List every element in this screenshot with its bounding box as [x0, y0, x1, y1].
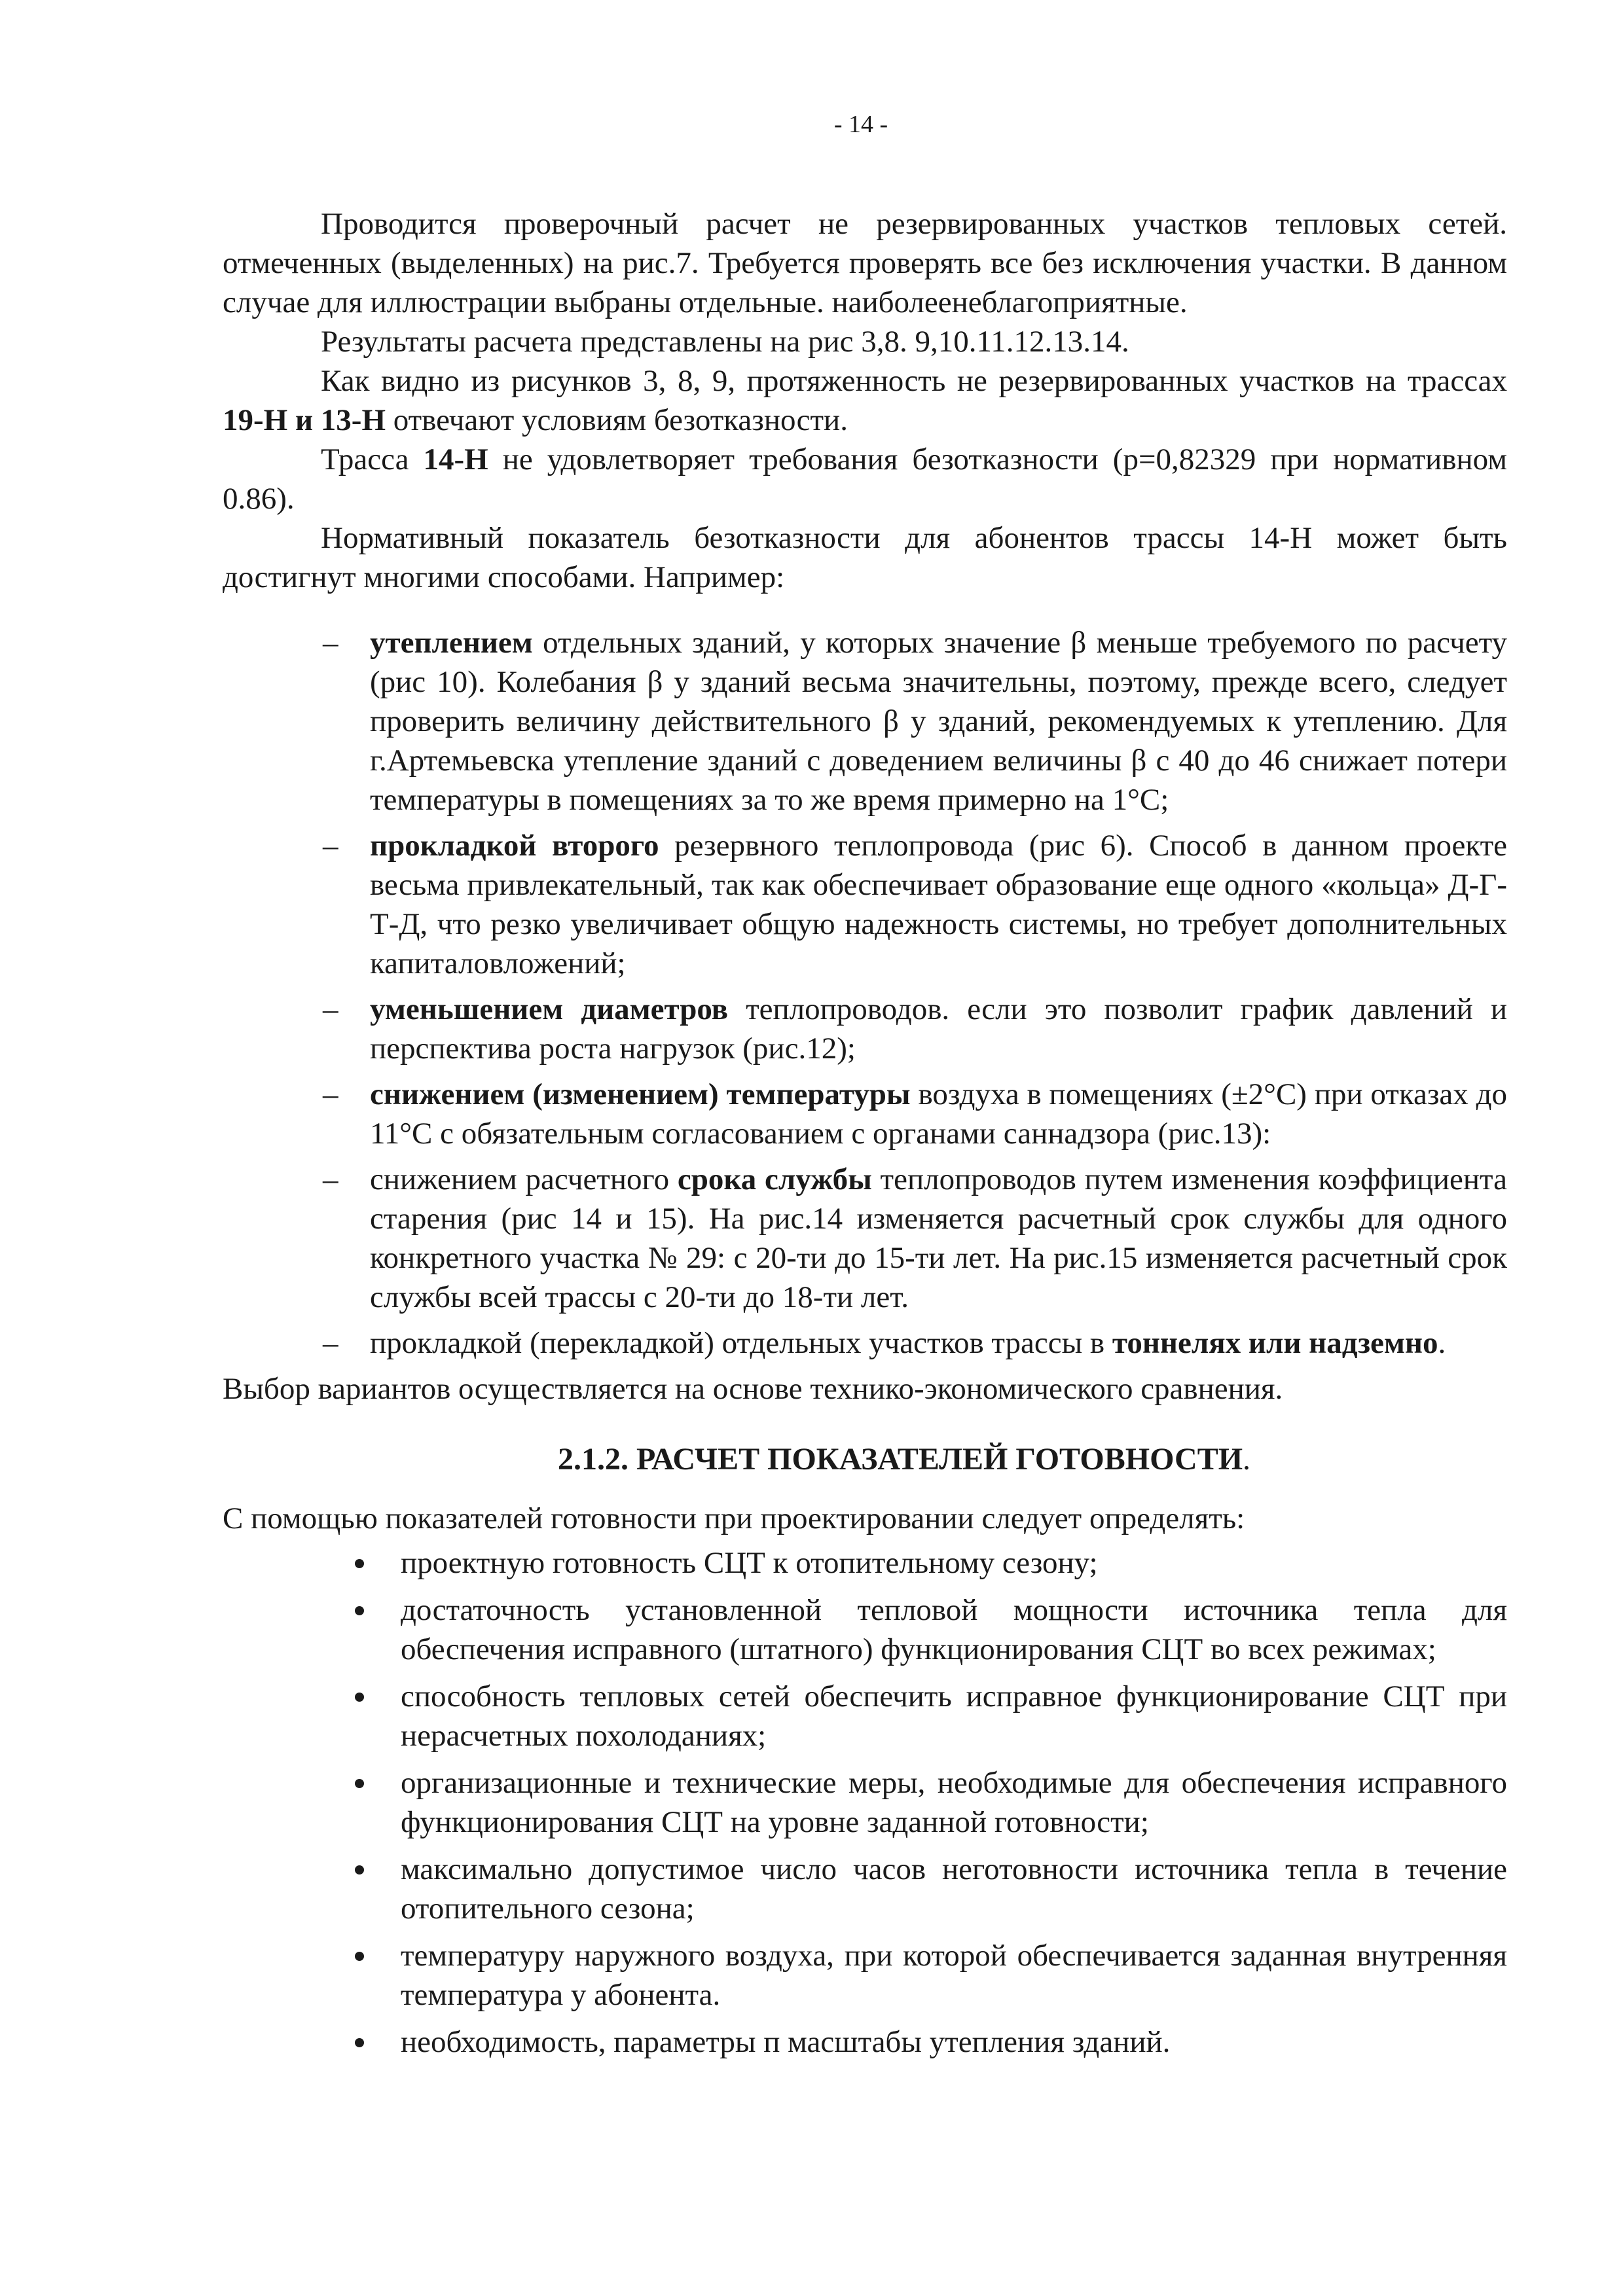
- page-content: [223, 204, 1507, 2070]
- routes-bold: 19-Н и 13-Н: [223, 403, 386, 437]
- list-item-text-a: прокладкой (перекладкой) отдельных участков трассы в: [370, 1326, 1112, 1360]
- list-item-bold: снижением (изменением) температуры: [370, 1077, 911, 1111]
- list-item-bold: утеплением: [370, 626, 533, 660]
- list-item-text: организационные и технические меры, необходимые для обеспечения исправного функционирования СЦТ на уровне заданной готовности;: [401, 1766, 1507, 1839]
- list-item-text-a: снижением расчетного: [370, 1162, 678, 1196]
- page-number: - 14 -: [833, 111, 888, 138]
- bullet-icon: [355, 1952, 364, 1961]
- list-item-text: резервного теплопровода (рис 6). Способ в данном проекте весьма привлекательный, так как обеспечивает образование еще одного «кольца» Д-Г-Т-Д, что резко увеличивает общую надежность системы, но требует дополнительных капиталовложений;: [370, 829, 1507, 980]
- dash-marker: –: [323, 829, 338, 863]
- dash-marker: –: [323, 1077, 338, 1111]
- list-item-text: отдельных зданий, у которых значение β меньше требуемого по расчету (рис 10). Колебания β у зданий весьма значительны, поэтому, прежде всего, следует проверить величину действительного β у зданий, рекомендуемых к утеплению. Для г.Артемьевска утепление зданий с доведением величины β с 40 до 46 снижает потери температуры в помещениях за то же время примерно на 1°С;: [370, 626, 1507, 817]
- list-item-text-c: теплопроводов путем изменения коэффициента старения (рис 14 и 15). На рис.14 изменяется расчетный срок службы для одного конкретного участка № 29: с 20-ти до 15-ти лет. На рис.15 изменяется расчетный срок службы всей трассы с 20-ти до 18-ти лет.: [370, 1162, 1507, 1314]
- dash-marker: –: [323, 1162, 338, 1196]
- list-item-bold: тоннелях или надземно: [1112, 1326, 1438, 1360]
- paragraph-results: Результаты расчета представлены на рис 3,8. 9,10.11.12.13.14.: [321, 325, 1129, 359]
- readiness-list: [223, 1543, 1507, 2062]
- bullet-icon: [355, 2038, 364, 2047]
- list-item: [323, 1323, 1507, 1363]
- list-item-bold: прокладкой второго: [370, 829, 659, 863]
- section-heading-tail: .: [1243, 1442, 1251, 1477]
- paragraph-route-14n: [223, 440, 1507, 518]
- dash-marker: –: [323, 1326, 338, 1360]
- section-heading: [223, 1440, 1507, 1479]
- bullet-icon: [355, 1693, 364, 1702]
- list-item-text: температуру наружного воздуха, при которой обеспечивается заданная внутренняя температура у абонента.: [401, 1939, 1507, 2012]
- bullet-icon: [355, 1779, 364, 1788]
- list-item: [401, 1936, 1507, 2015]
- route-14n-text-c: не удовлетворяет требования безотказности (р=0,82329 при нормативном 0.86).: [223, 442, 1507, 516]
- list-item: [401, 1543, 1507, 1583]
- paragraph-verification: Проводится проверочный расчет не резервированных участков тепловых сетей. отмеченных (выделенных) на рис.7. Требуется проверять все без исключения участки. В данном случае для иллюстрации выбраны отдельные. наиболеенеблагоприятные.: [223, 207, 1507, 319]
- paragraph-choice: Выбор вариантов осуществляется на основе технико-экономического сравнения.: [223, 1372, 1283, 1406]
- list-item: [323, 1075, 1507, 1153]
- list-item: [401, 1677, 1507, 1755]
- list-item: [401, 1590, 1507, 1669]
- routes-text-a: Как видно из рисунков 3, 8, 9, протяженность не резервированных участков на трассах: [321, 364, 1507, 398]
- paragraph-normative: Нормативный показатель безотказности для абонентов трассы 14-Н может быть достигнут многими способами. Например:: [223, 521, 1507, 594]
- paragraph-routes: [223, 361, 1507, 440]
- bullet-icon: [355, 1559, 364, 1568]
- paragraph-intro: С помощью показателей готовности при проектировании следует определять:: [223, 1501, 1245, 1535]
- list-item-text: теплопроводов. если это позволит график давлений и перспектива роста нагрузок (рис.12);: [370, 992, 1507, 1066]
- list-item: [323, 990, 1507, 1068]
- dash-marker: –: [323, 626, 338, 660]
- list-item-text: проектную готовность СЦТ к отопительному сезону;: [401, 1546, 1098, 1580]
- list-item-text: воздуха в помещениях (±2°С) при отказах до 11°С с обязательным согласованием с органами саннадзора (рис.13):: [370, 1077, 1507, 1151]
- list-item-text-c: .: [1438, 1326, 1446, 1360]
- list-item: [401, 2022, 1507, 2062]
- list-item: [401, 1850, 1507, 1928]
- list-item-bold: уменьшением диаметров: [370, 992, 729, 1026]
- section-heading-text: 2.1.2. РАСЧЕТ ПОКАЗАТЕЛЕЙ ГОТОВНОСТИ: [557, 1442, 1243, 1477]
- routes-text-c: отвечают условиям безотказности.: [386, 403, 848, 437]
- list-item-text: способность тепловых сетей обеспечить исправное функционирование СЦТ при нерасчетных похолоданиях;: [401, 1679, 1507, 1753]
- list-item: [323, 826, 1507, 983]
- route-14n-bold: 14-Н: [423, 442, 488, 476]
- list-item-text: достаточность установленной тепловой мощности источника тепла для обеспечения исправного (штатного) функционирования СЦТ во всех режимах;: [401, 1593, 1507, 1666]
- list-item: [323, 1160, 1507, 1317]
- list-item-text: необходимость, параметры п масштабы утепления зданий.: [401, 2025, 1171, 2059]
- dash-marker: –: [323, 992, 338, 1026]
- list-item-text: максимально допустимое число часов неготовности источника тепла в течение отопительного сезона;: [401, 1852, 1507, 1926]
- bullet-icon: [355, 1865, 364, 1874]
- list-item: [401, 1763, 1507, 1842]
- bullet-icon: [355, 1606, 364, 1615]
- list-item: [323, 623, 1507, 819]
- route-14n-text-a: Трасса: [321, 442, 424, 476]
- methods-list: [223, 623, 1507, 1363]
- list-item-bold: срока службы: [677, 1162, 872, 1196]
